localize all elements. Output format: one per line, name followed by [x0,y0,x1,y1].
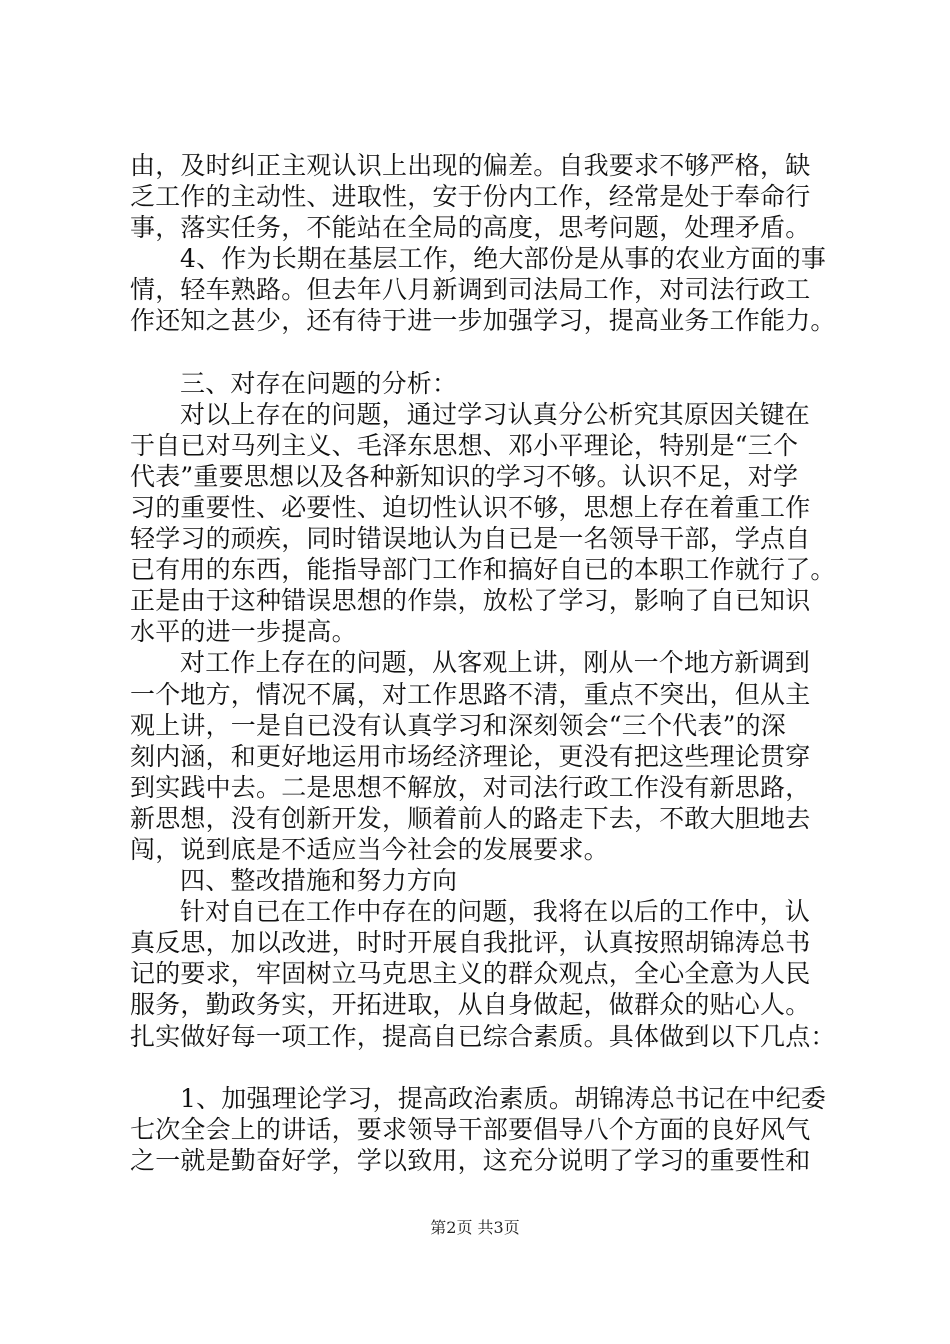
paragraph-gap [130,1052,830,1083]
text-line: 乏工作的主动性、进取性，安于份内工作，经常是处于奉命行 [130,182,811,212]
text-line: 习的重要性、必要性、迫切性认识不够，思想上存在着重工作 [130,492,811,522]
text-line: 闯，说到底是不适应当今社会的发展要求。 [130,834,609,864]
text-line: 对工作上存在的问题，从客观上讲，刚从一个地方新调到 [180,648,811,678]
text-line: 针对自已在工作中存在的问题，我将在以后的工作中，认 [180,897,811,927]
text-line: 作还知之甚少，还有待于进一步加强学习，提高业务工作能力。 [130,306,836,336]
section-heading: 三、对存在问题的分析： [180,368,458,398]
text-line: 到实践中去。二是思想不解放，对司法行政工作没有新思路， [130,772,811,802]
text-line: 观上讲，一是自已没有认真学习和深刻领会“三个代表”的深 [130,710,786,740]
text-line: 事，落实任务，不能站在全局的高度，思考问题，处理矛盾。 [130,213,811,243]
text-line: 记的要求，牢固树立马克思主义的群众观点，全心全意为人民 [130,959,811,989]
text-line: 扎实做好每一项工作，提高自已综合素质。具体做到以下几点： [130,1021,836,1051]
section-heading: 四、整改措施和努力方向 [180,866,458,896]
text-line: 正是由于这种错误思想的作祟，放松了学习，影响了自已知识 [130,586,811,616]
text-line: 由，及时纠正主观认识上出现的偏差。自我要求不够严格，缺 [130,151,811,180]
text-line: 代表”重要思想以及各种新知识的学习不够。认识不足，对学 [130,461,799,491]
text-line: 水平的进一步提高。 [130,617,357,647]
text-line: 一个地方，情况不属，对工作思路不清，重点不突出，但从主 [130,679,811,709]
page-number-footer: 第2页 共3页 [430,1218,520,1237]
text-line: 七次全会上的讲话，要求领导干部要倡导八个方面的良好风气 [130,1114,811,1144]
text-line: 之一就是勤奋好学，学以致用，这充分说明了学习的重要性和 [130,1145,811,1175]
text-line: 1、加强理论学习，提高政治素质。胡锦涛总书记在中纪委 [180,1083,827,1113]
text-line: 4、作为长期在基层工作，绝大部份是从事的农业方面的事 [180,244,827,274]
text-line: 新思想，没有创新开发，顺着前人的路走下去，不敢大胆地去 [130,803,811,833]
text-line: 于自已对马列主义、毛泽东思想、邓小平理论，特别是“三个 [130,430,799,460]
text-line: 刻内涵，和更好地运用市场经济理论，更没有把这些理论贯穿 [130,741,811,771]
text-line: 情，轻车熟路。但去年八月新调到司法局工作，对司法行政工 [130,275,811,305]
text-line: 轻学习的顽疾，同时错误地认为自已是一名领导干部，学点自 [130,524,811,554]
paragraph-gap [130,337,830,368]
document-body [130,150,836,1176]
text-line: 服务，勤政务实，开拓进取，从自身做起，做群众的贴心人。 [130,990,811,1020]
text-line: 已有用的东西，能指导部门工作和搞好自已的本职工作就行了。 [130,555,836,585]
text-line: 真反思，加以改进，时时开展自我批评，认真按照胡锦涛总书 [130,928,811,958]
text-line: 对以上存在的问题，通过学习认真分公析究其原因关键在 [180,399,811,429]
